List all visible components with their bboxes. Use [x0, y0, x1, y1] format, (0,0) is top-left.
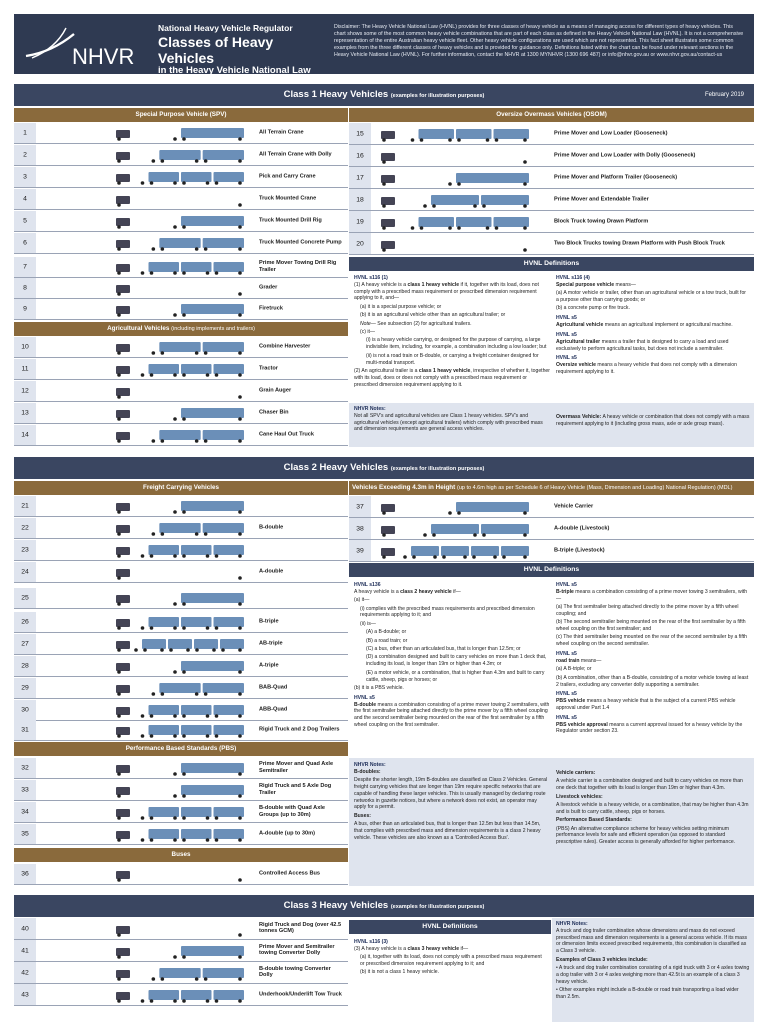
- vehicle-illustration-icon: [114, 191, 254, 207]
- vehicle-label: Prime Mover and Quad Axle Semitrailer: [259, 761, 334, 774]
- vehicle-illustration-icon: [379, 236, 539, 252]
- row-number: 24: [14, 562, 36, 582]
- vehicle-label: Block Truck towing Drawn Platform: [554, 218, 649, 225]
- row-number: 23: [14, 540, 36, 560]
- vehicle-label: Prime Mover and Low Loader (Gooseneck): [554, 130, 668, 137]
- vehicle-label: Tractor: [259, 365, 278, 372]
- class3-definitions: HVNL s116 (3) (3) A heavy vehicle is a class 3 heavy vehicle if— (a) it, together with its load, does not comply with a prescribed mass requirement or prescribed dimension requirement applying to it; and (b) it is not a class 1 heavy vehicle.: [354, 939, 542, 976]
- vehicle-row: [14, 278, 348, 299]
- vehicle-row: [14, 425, 348, 446]
- vehicle-label: Truck Mounted Crane: [259, 195, 317, 202]
- vehicle-row: [14, 562, 348, 583]
- vehicle-row: [14, 518, 348, 539]
- vehicle-row: [14, 257, 348, 278]
- row-number: 4: [14, 189, 36, 209]
- agricultural-header: Agricultural Vehicles (including implements and trailers): [14, 322, 348, 336]
- vehicle-illustration-icon: [114, 866, 254, 882]
- vehicle-label: ABB-Quad: [259, 706, 288, 713]
- spv-header: Special Purpose Vehicle (SPV): [14, 108, 348, 122]
- class2-hvnl-header: HVNL Definitions: [349, 563, 754, 577]
- vehicle-row: [14, 864, 348, 885]
- class1-hvnl-header: HVNL Definitions: [349, 257, 754, 271]
- vehicle-row: [14, 802, 348, 823]
- vehicle-illustration-icon: [114, 614, 254, 630]
- vehicle-illustration-icon: [114, 213, 254, 229]
- vehicle-row: [14, 167, 348, 188]
- vehicle-row: [14, 145, 348, 166]
- class3-hvnl-header: HVNL Definitions: [349, 920, 551, 934]
- row-number: 37: [349, 496, 371, 517]
- class2-note: (examples for illustration purposes): [390, 466, 485, 472]
- vehicle-label: Firetruck: [259, 305, 283, 312]
- vehicle-label: BAB-Quad: [259, 684, 288, 691]
- vehicle-label: B-double towing Converter Dolly: [259, 965, 331, 979]
- class1-notes-right: Overmass Vehicle: A heavy vehicle or combination that does not comply with a mass requirement applying to it (including gross mass, axle or axle group mass).: [556, 414, 750, 427]
- vehicle-label: Truck Mounted Drill Rig: [259, 217, 322, 224]
- vehicle-row: [14, 962, 348, 984]
- vehicle-row: [14, 678, 348, 699]
- row-number: 38: [349, 518, 371, 539]
- class1-notes-left: NHVR Notes: Not all SPV's and agricultural vehicles are Class 1 heavy vehicles. SPV's and agricultural vehicles (except agricultural trailers) which comply with prescribed mass and dimension requirements are general access vehicles.: [354, 406, 543, 433]
- vehicle-row: [14, 588, 348, 609]
- row-number: 3: [14, 167, 36, 187]
- vehicle-label: B-triple: [259, 618, 279, 625]
- row-number: 18: [349, 189, 371, 210]
- vehicle-row: [14, 403, 348, 424]
- vehicle-row: [14, 299, 348, 320]
- row-number: 36: [14, 864, 36, 884]
- vehicle-label: A-double (up to 30m): [259, 830, 315, 837]
- vehicle-illustration-icon: [114, 383, 254, 399]
- class1-definitions-left: HVNL s116 (1) (1) A heavy vehicle is a class 1 heavy vehicle if it, together with its load, does not comply with a prescribed mass requirement or prescribed dimension requirement applying to it, and— (a) it is a special purpose vehicle; or (b) it is an agricultural vehicle other than an agricultural trailer; or Note— See subsection (2) for agricultural trailers. (c) it— (i) is a heavy vehicle carrying, or designed for the purpose of carrying, a large indivisible item, including, for example, a combination including a low loader; but (ii) is not a road train or B-double, or carrying a freight container designed for multi-modal transport. (2) An agricultural trailer is a class 1 heavy vehicle, irrespective of whether it, together with its load, does or does not comply with a prescribed mass requirement or prescribed dimension requirement applying to it.: [354, 275, 550, 388]
- vehicle-illustration-icon: [379, 192, 539, 208]
- row-number: 8: [14, 278, 36, 298]
- vehicle-illustration-icon: [114, 361, 254, 377]
- row-number: 10: [14, 337, 36, 357]
- row-number: 28: [14, 656, 36, 676]
- vehicle-label: Grader: [259, 284, 278, 291]
- row-number: 11: [14, 359, 36, 379]
- vehicle-illustration-icon: [379, 126, 539, 142]
- vehicle-illustration-icon: [114, 125, 254, 141]
- vehicle-row: [349, 540, 754, 562]
- disclaimer: Disclaimer: The Heavy Vehicle National Law (HVNL) provides for three classes of heavy vehicle as a means of managing access for different types of heavy vehicles. This chart shows some of the most common heavy vehicle combinations that are part of each class as defined in the Heavy Vehicle National Law (HVNL). It is not a comprehensive representation of the entire Australian heavy vehicle fleet. Other heavy vehicle configurations are used which are not represented. This fact sheet illustrates some common examples from the three different classes of heavy vehicles and is provided for guidance only. Definitions listed within the chart can be found under relevant sections in the Heavy Vehicle National Law (HVNL). For further information, contact the NHVR at 1300 MYNHVR (1300 696 487) or info@nhvr.gov.au or www.nhvr.gov.au/contact-us: [334, 24, 744, 58]
- class3-title-bar: [14, 895, 754, 917]
- row-number: 5: [14, 211, 36, 231]
- vehicle-illustration-icon: [114, 702, 254, 718]
- row-number: 6: [14, 233, 36, 253]
- vehicle-row: [14, 700, 348, 721]
- vehicle-row: [14, 233, 348, 254]
- row-number: 42: [14, 962, 36, 983]
- vehicle-label: A-double (Livestock): [554, 525, 610, 532]
- row-number: 21: [14, 496, 36, 516]
- row-number: 2: [14, 145, 36, 165]
- vehicle-illustration-icon: [114, 280, 254, 296]
- class1-title-bar: [14, 84, 754, 106]
- vehicle-illustration-icon: [114, 405, 254, 421]
- publication-date: February 2019: [704, 92, 744, 98]
- vehicle-illustration-icon: [114, 680, 254, 696]
- vehicle-label: Rigid Truck and 2 Dog Trailers: [259, 726, 340, 733]
- vehicle-row: [14, 359, 348, 380]
- vehicle-label: Truck Mounted Concrete Pump: [259, 239, 342, 246]
- row-number: 39: [349, 540, 371, 561]
- class3-note: (examples for illustration purposes): [390, 904, 485, 910]
- class2-definitions-left: HVNL s136 A heavy vehicle is a class 2 heavy vehicle if— (a) it— (i) complies with the prescribed mass requirements and prescribed dimension requirements applying to it; and (ii) is— (A) a B-double; or (B) a road train; or (C) a bus, other than an articulated bus, that is longer than 12.5m; or (D) a combination designed and built to carry vehicles on more than 1 deck that, including its load, is longer than 19m or higher than 4.3m; or (E) a motor vehicle, or a combination, that is higher than 4.3m and built to carry cattle, sheep, pigs or horses; or (b) it is a PBS vehicle. HVNL s5 B-double means a combination consisting of a prime mover towing 2 semitrailers, with the first semitrailer being attached directly to the prime mover by a fifth wheel coupling and the second semitrailer being mounted on the rear of the first semitrailer by a fifth wheel coupling on the first semitrailer.: [354, 582, 550, 728]
- vehicle-illustration-icon: [114, 943, 254, 959]
- row-number: 22: [14, 518, 36, 538]
- row-number: 1: [14, 123, 36, 143]
- freight-header: Freight Carrying Vehicles: [14, 481, 348, 495]
- vehicle-row: [349, 518, 754, 540]
- vehicle-illustration-icon: [114, 259, 254, 275]
- row-number: 35: [14, 824, 36, 844]
- vehicle-label: All Terrain Crane with Dolly: [259, 151, 332, 158]
- row-number: 33: [14, 780, 36, 800]
- row-number: 43: [14, 984, 36, 1005]
- row-number: 27: [14, 634, 36, 654]
- vehicle-row: [14, 940, 348, 962]
- row-number: 26: [14, 612, 36, 632]
- row-number: 29: [14, 678, 36, 698]
- vehicle-row: [14, 656, 348, 677]
- vehicle-row: [349, 167, 754, 189]
- vehicle-label: B-triple (Livestock): [554, 547, 605, 554]
- vehicle-row: [14, 381, 348, 402]
- vehicle-label: A-triple: [259, 662, 279, 669]
- vehicle-label: Prime Mover Towing Drill Rig Trailer: [259, 260, 337, 273]
- row-number: 31: [14, 720, 36, 740]
- vehicle-row: [14, 634, 348, 655]
- row-number: 9: [14, 299, 36, 319]
- vehicle-row: [14, 824, 348, 845]
- vehicle-row: [349, 123, 754, 145]
- vehicle-illustration-icon: [379, 521, 539, 537]
- row-number: 20: [349, 233, 371, 254]
- pbs-header: Performance Based Standards (PBS): [14, 742, 348, 756]
- vehicle-label: A-double: [259, 568, 284, 575]
- class1-definitions-right: HVNL s116 (4) Special purpose vehicle means— (a) A motor vehicle or trailer, other than an agricultural vehicle or a tow truck, built for a purpose other than carrying goods; or (b) a concrete pump or fire truck. HVNL s5 Agricultural vehicle means an agricultural implement or agricultural machine. HVNL s5 Agricultural trailer means a trailer that is designed to carry a load and used exclusively to perform agricultural tasks, but does not include a semitrailer. HVNL s5 Oversize vehicle means a heavy vehicle that does not comply with a dimension requirement applying to it.: [556, 275, 746, 375]
- vehicle-label: Vehicle Carrier: [554, 503, 594, 510]
- vehicle-row: [14, 720, 348, 741]
- vehicle-illustration-icon: [114, 722, 254, 738]
- vehicle-label: Cane Haul Out Truck: [259, 431, 315, 438]
- vehicle-illustration-icon: [379, 170, 539, 186]
- class2-notes-left: NHVR Notes: B-doubles: Despite the shorter length, 19m B-doubles are classified as Class 2 Vehicles. General freight carrying vehicles that are longer than 19m require specific networks that are capable of handling these larger vehicles. This is usually managed by declaring route networks in gazette notices, but where a network does not exist, an operator may apply for a permit. Buses: A bus, other than an articulated bus, that is longer than 12.5m but less than 14.5m, that complies with prescribed mass and dimension requirements is a class 2 heavy vehicle. These vehicles are also known as a 'Controlled Access Bus'.: [354, 762, 548, 841]
- vehicle-illustration-icon: [114, 301, 254, 317]
- row-number: 19: [349, 211, 371, 232]
- vehicle-label: Prime Mover and Low Loader with Dolly (Gooseneck): [554, 152, 696, 159]
- row-number: 30: [14, 700, 36, 720]
- row-number: 32: [14, 758, 36, 778]
- vehicle-label: Grain Auger: [259, 387, 292, 394]
- vehicle-row: [14, 918, 348, 940]
- vehicle-illustration-icon: [114, 636, 254, 652]
- vehicle-label: B-double: [259, 524, 284, 531]
- vehicle-row: [349, 496, 754, 518]
- vehicle-illustration-icon: [114, 965, 254, 981]
- vehicle-illustration-icon: [379, 214, 539, 230]
- vehicle-label: B-double with Quad Axle Groups (up to 30m): [259, 805, 325, 818]
- vehicle-row: [14, 337, 348, 358]
- vehicle-row: [14, 984, 348, 1006]
- vehicle-illustration-icon: [114, 147, 254, 163]
- header-banner: [14, 14, 754, 74]
- vehicle-illustration-icon: [114, 658, 254, 674]
- page-subtitle: in the Heavy Vehicle National Law: [158, 64, 311, 76]
- vehicle-illustration-icon: [114, 427, 254, 443]
- class3-title: Class 3 Heavy Vehicles: [283, 900, 389, 911]
- row-number: 14: [14, 425, 36, 445]
- row-number: 17: [349, 167, 371, 188]
- vehicle-label: Rigid Truck and Dog (over 42.5 tonnes GCM): [259, 921, 342, 935]
- vehicle-label: All Terrain Crane: [259, 129, 304, 136]
- vehicle-label: Combine Harvester: [259, 343, 311, 350]
- row-number: 25: [14, 588, 36, 608]
- vehicle-row: [349, 145, 754, 167]
- class2-definitions-right: HVNL s5 B-triple means a combination consisting of a prime mover towing 3 semitrailers, with— (a) The first semitrailer being attached directly to the prime mover by a fifth wheel coupling; and (b) The second semitrailer being mounted on the rear of the first semitrailer by a fifth wheel coupling on the first semitrailer; and (c) The third semitrailer being mounted on the rear of the second semitrailer by a fifth wheel coupling on the second semitrailer. HVNL s5 road train means— (a) A B-triple; or (b) A combination, other than a B-double, consisting of a motor vehicle towing at least 2 trailers, excluding any converter dolly supporting a semitrailer. HVNL s5 PBS vehicle means a heavy vehicle that is the subject of a current PBS vehicle approval under Part 1.4 HVNL s5 PBS vehicle approval means a current approval issued for a heavy vehicle by the Regulator under section 23.: [556, 582, 749, 735]
- vehicle-illustration-icon: [114, 520, 254, 536]
- row-number: 40: [14, 918, 36, 939]
- vehicle-label: Prime Mover and Extendable Trailer: [554, 196, 649, 203]
- row-number: 34: [14, 802, 36, 822]
- vehicle-illustration-icon: [114, 760, 254, 776]
- vehicle-illustration-icon: [114, 590, 254, 606]
- vehicle-row: [14, 123, 348, 144]
- row-number: 7: [14, 257, 36, 277]
- header-org: National Heavy Vehicle Regulator: [158, 23, 293, 33]
- vehicle-illustration-icon: [114, 564, 254, 580]
- vehicle-label: AB-triple: [259, 640, 283, 647]
- vehicle-label: Controlled Access Bus: [259, 870, 321, 877]
- vehicle-illustration-icon: [114, 498, 254, 514]
- vehicle-row: [349, 233, 754, 255]
- vehicle-row: [14, 758, 348, 779]
- vehicle-row: [14, 780, 348, 801]
- row-number: 15: [349, 123, 371, 144]
- vehicle-row: [14, 496, 348, 517]
- vehicle-row: [14, 540, 348, 561]
- class2-notes-right: Vehicle carriers: A vehicle carrier is a combination designed and built to carry vehicles on more than one deck that together with its load is longer than 19m or higher than 4.3m. Livestock vehicles: A livestock vehicle is a heavy vehicle, or a combination, that may be higher than 4.3m and is built to carry cattle, sheep, pigs or horses. Performance Based Standards: (PBS) An alternative compliance scheme for heavy vehicles setting minimum performance levels for safe and efficient operation (as opposed to standard prescriptive rules). Greater access is generally afforded for higher performance.: [556, 770, 749, 846]
- vehicle-illustration-icon: [114, 235, 254, 251]
- vehicle-label: Pick and Carry Crane: [259, 173, 316, 180]
- vehicle-illustration-icon: [114, 826, 254, 842]
- vehicle-label: Prime Mover and Platform Trailer (Gooseneck): [554, 174, 678, 181]
- tall-vehicles-header: Vehicles Exceeding 4.3m in Height (up to 4.6m high as per Schedule 6 of Heavy Vehicle (Mass, Dimension and Loading) National Regulation) (MDL): [349, 481, 754, 495]
- row-number: 13: [14, 403, 36, 423]
- vehicle-row: [14, 211, 348, 232]
- class1-note: (examples for illustration purposes): [390, 93, 485, 99]
- class2-title: Class 2 Heavy Vehicles: [283, 462, 389, 473]
- vehicle-label: Two Block Trucks towing Drawn Platform with Push Block Truck: [554, 240, 725, 247]
- vehicle-illustration-icon: [114, 804, 254, 820]
- vehicle-illustration-icon: [114, 782, 254, 798]
- vehicle-label: Rigid Truck and 5 Axle Dog Trailer: [259, 783, 332, 796]
- vehicle-illustration-icon: [114, 987, 254, 1003]
- svg-text:NHVR: NHVR: [72, 44, 135, 68]
- row-number: 16: [349, 145, 371, 166]
- vehicle-row: [14, 189, 348, 210]
- vehicle-illustration-icon: [114, 542, 254, 558]
- class2-title-bar: [14, 457, 754, 479]
- buses-header: Buses: [14, 848, 348, 862]
- vehicle-illustration-icon: [379, 543, 539, 559]
- class3-notes: NHVR Notes: A truck and dog trailer combination whose dimensions and mass do not exceed prescribed mass and dimension requirements is a general access vehicle. If its mass or dimension limits exceed prescribed requirements, this combination is classified as a Class 3 vehicle. Examples of Class 3 vehicles include: • A truck and dog trailer combination consisting of a rigid truck with 3 or 4 axles towing a dog trailer with 3 or 4 axles weighing more than 42.5t is an example of a class 3 heavy vehicle. • Other examples might include a B-double or road train transporting a load wider than 2.5m.: [556, 921, 750, 1000]
- vehicle-illustration-icon: [114, 169, 254, 185]
- nhvr-logo-icon: [22, 22, 142, 68]
- vehicle-row: [349, 211, 754, 233]
- vehicle-illustration-icon: [379, 499, 539, 515]
- vehicle-illustration-icon: [114, 339, 254, 355]
- row-number: 41: [14, 940, 36, 961]
- class1-title: Class 1 Heavy Vehicles: [283, 89, 389, 100]
- vehicle-row: [14, 612, 348, 633]
- vehicle-label: Prime Mover and Semitrailer towing Converter Dolly: [259, 943, 335, 957]
- vehicle-label: Underhook/Underlift Tow Truck: [259, 991, 342, 998]
- vehicle-label: Chaser Bin: [259, 409, 289, 416]
- vehicle-row: [349, 189, 754, 211]
- osom-header: Oversize Overmass Vehicles (OSOM): [349, 108, 754, 122]
- row-number: 12: [14, 381, 36, 401]
- page-title: Classes of Heavy Vehicles: [158, 33, 274, 66]
- vehicle-illustration-icon: [114, 921, 254, 937]
- vehicle-illustration-icon: [379, 148, 539, 164]
